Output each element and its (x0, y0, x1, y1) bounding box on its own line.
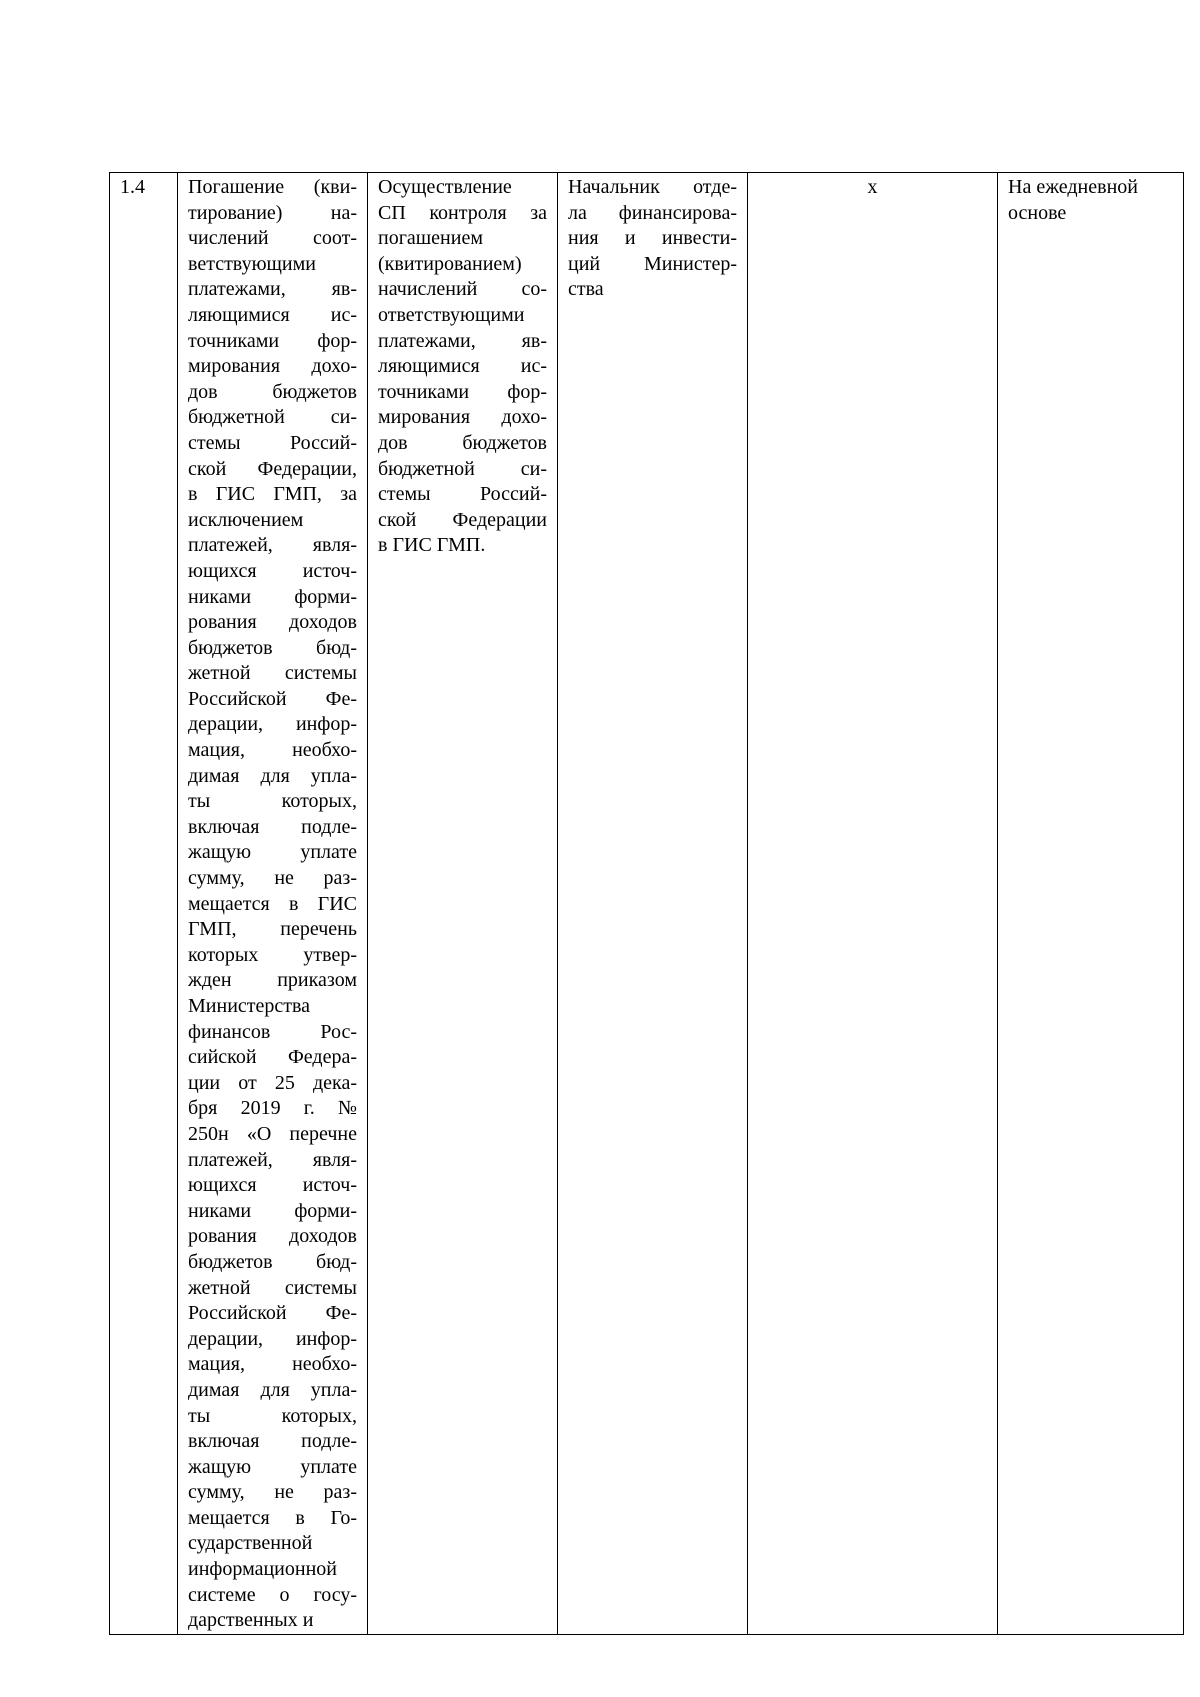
text-line: ства (568, 278, 604, 301)
procedure-text (188, 175, 357, 1634)
text-line: дерации, инфор- (188, 1327, 357, 1350)
text-line: димая для упла- (188, 1378, 357, 1401)
text-line: дарственных и (188, 1609, 314, 1632)
text-line: платежей, явля- (188, 534, 357, 557)
text-line: исключением (188, 508, 304, 531)
responsible-cell (558, 173, 748, 1635)
text-line: включая подле- (188, 1430, 357, 1453)
procedure-cell (178, 173, 368, 1635)
text-line: ты которых, (188, 790, 357, 813)
text-line: Начальник отде- (568, 176, 737, 198)
text-line: точниками фор- (188, 329, 357, 352)
text-line: ющихся источ- (188, 559, 357, 582)
text-line: ской Федерации, (188, 457, 357, 480)
text-line: информационной (188, 1558, 337, 1581)
text-line: димая для упла- (188, 764, 357, 787)
frequency-cell (998, 173, 1184, 1635)
text-line: мация, необхо- (188, 739, 357, 762)
text-line: рования доходов (188, 1225, 357, 1248)
text-line: дов бюджетов (378, 431, 547, 454)
responsible-text (568, 175, 737, 303)
text-line: стемы Россий- (378, 483, 547, 506)
text-line: ГМП, перечень (188, 918, 357, 941)
text-line: жащую уплате (188, 1455, 357, 1478)
text-line: мирования дохо- (188, 355, 357, 378)
text-line: тирование) на- (188, 201, 357, 224)
text-line: мещается в ГИС (188, 892, 357, 915)
text-line: бюджетов бюд- (188, 636, 357, 659)
control-table (109, 172, 1184, 1635)
text-line: платежами, яв- (188, 278, 357, 301)
text-line: Осуществление (378, 176, 512, 198)
mark-value: х (867, 176, 878, 198)
table-row (110, 173, 1184, 1635)
text-line: бюджетной си- (378, 457, 547, 480)
text-line: в ГИС ГМП. (378, 534, 486, 557)
text-line: ской Федерации (378, 508, 547, 531)
text-line: Российской Фе- (188, 687, 357, 710)
text-line: Министерства (188, 995, 311, 1017)
text-line: ляющимися ис- (378, 355, 547, 378)
text-line: бюджетов бюд- (188, 1250, 357, 1273)
text-line: СП контроля за (378, 201, 547, 224)
text-line: погашением (378, 227, 483, 250)
row-number-cell (110, 173, 178, 1635)
text-line: системе о госу- (188, 1583, 357, 1606)
text-line: мация, необхо- (188, 1353, 357, 1376)
text-line: жетной системы (188, 662, 357, 685)
control-cell (368, 173, 558, 1635)
text-line: мирования дохо- (378, 406, 547, 429)
text-line: жден приказом (188, 969, 357, 992)
text-line: сумму, не раз- (188, 867, 357, 890)
control-text (378, 175, 547, 559)
row-number: 1.4 (120, 176, 145, 198)
text-line: включая подле- (188, 815, 357, 838)
text-line: сийской Федера- (188, 1046, 357, 1069)
text-line: 250н «О перечне (188, 1122, 357, 1145)
text-line: числений соот- (188, 227, 357, 250)
text-line: которых утвер- (188, 943, 357, 966)
text-line: ответствующими (378, 303, 525, 326)
text-line: ветствующими (188, 252, 316, 275)
text-line: никами форми- (188, 1199, 357, 1222)
text-line: сударственной (188, 1532, 313, 1555)
text-line: начислений со- (378, 278, 547, 301)
text-line: дов бюджетов (188, 380, 357, 403)
text-line: платежей, явля- (188, 1148, 357, 1171)
text-line: (квитированием) (378, 252, 522, 275)
text-line: ющихся источ- (188, 1174, 357, 1197)
text-line: ла финансирова- (568, 201, 737, 224)
text-line: ляющимися ис- (188, 303, 357, 326)
text-line: сумму, не раз- (188, 1481, 357, 1504)
text-line: рования доходов (188, 611, 357, 634)
text-line: дерации, инфор- (188, 713, 357, 736)
text-line: жетной системы (188, 1276, 357, 1299)
text-line: в ГИС ГМП, за (188, 483, 357, 506)
frequency-text: На ежедневной основе (1008, 176, 1138, 224)
text-line: жащую уплате (188, 841, 357, 864)
text-line: бря 2019 г. № (188, 1097, 357, 1120)
text-line: никами форми- (188, 585, 357, 608)
text-line: ты которых, (188, 1404, 357, 1427)
mark-cell (748, 173, 998, 1635)
text-line: платежами, яв- (378, 329, 547, 352)
text-line: бюджетной си- (188, 406, 357, 429)
text-line: ций Министер- (568, 252, 737, 275)
text-line: точниками фор- (378, 380, 547, 403)
text-line: ции от 25 дека- (188, 1071, 357, 1094)
text-line: стемы Россий- (188, 431, 357, 454)
text-line: Погашение (кви- (188, 176, 357, 198)
text-line: ния и инвести- (568, 227, 737, 250)
text-line: мещается в Го- (188, 1506, 357, 1529)
text-line: финансов Рос- (188, 1020, 357, 1043)
text-line: Российской Фе- (188, 1302, 357, 1325)
